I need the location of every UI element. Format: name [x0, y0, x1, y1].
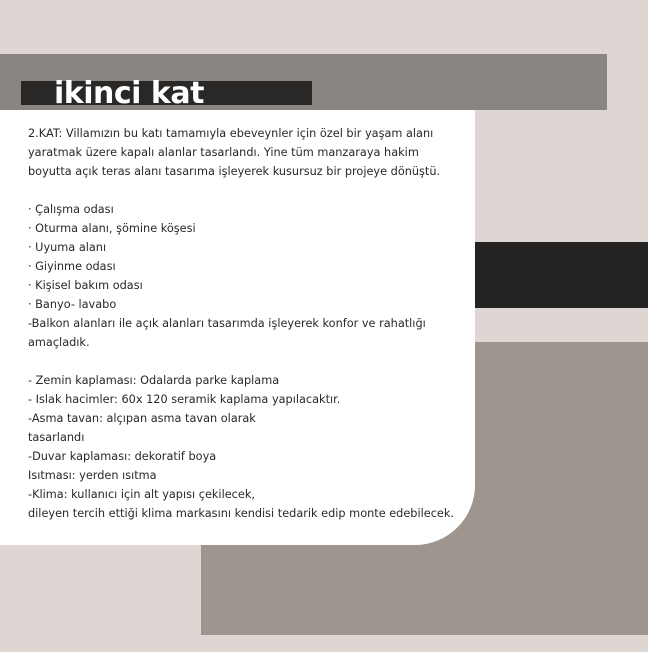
spec-item: -Duvar kaplaması: dekoratif boya	[28, 450, 217, 463]
page-title: ikinci kat	[54, 76, 204, 111]
intro-line: boyutta açık teras alanı tasarıma işleyerek kusursuz bir projeye dönüştü.	[28, 165, 441, 178]
room-item: · Giyinme odası	[28, 260, 116, 273]
spec-item: - Zemin kaplaması: Odalarda parke kaplama	[28, 374, 280, 387]
spec-item: dileyen tercih ettiği klima markasını kendisi tedarik edip monte edebilecek.	[28, 507, 454, 520]
room-item: · Kişisel bakım odası	[28, 279, 143, 292]
intro-line: 2.KAT: Villamızın bu katı tamamıyla ebeveynler için özel bir yaşam alanı	[28, 127, 434, 140]
spec-item: - Islak hacimler: 60x 120 seramik kaplama yapılacaktır.	[28, 393, 341, 406]
card-text	[28, 124, 458, 523]
spec-item: Isıtması: yerden ısıtma	[28, 469, 157, 482]
room-item: · Çalışma odası	[28, 203, 114, 216]
room-note: amaçladık.	[28, 336, 90, 349]
spec-item: -Asma tavan: alçıpan asma tavan olarak	[28, 412, 256, 425]
room-item: · Oturma alanı, şömine köşesi	[28, 222, 196, 235]
spec-item: tasarlandı	[28, 431, 85, 444]
dark-band	[470, 242, 648, 308]
room-item: · Banyo- lavabo	[28, 298, 117, 311]
intro-line: yaratmak üzere kapalı alanlar tasarlandı. Yine tüm manzaraya hakim	[28, 146, 419, 159]
room-item: · Uyuma alanı	[28, 241, 107, 254]
spec-item: -Klima: kullanıcı için alt yapısı çekilecek,	[28, 488, 255, 501]
room-note: -Balkon alanları ile açık alanları tasarımda işleyerek konfor ve rahatlığı	[28, 317, 426, 330]
